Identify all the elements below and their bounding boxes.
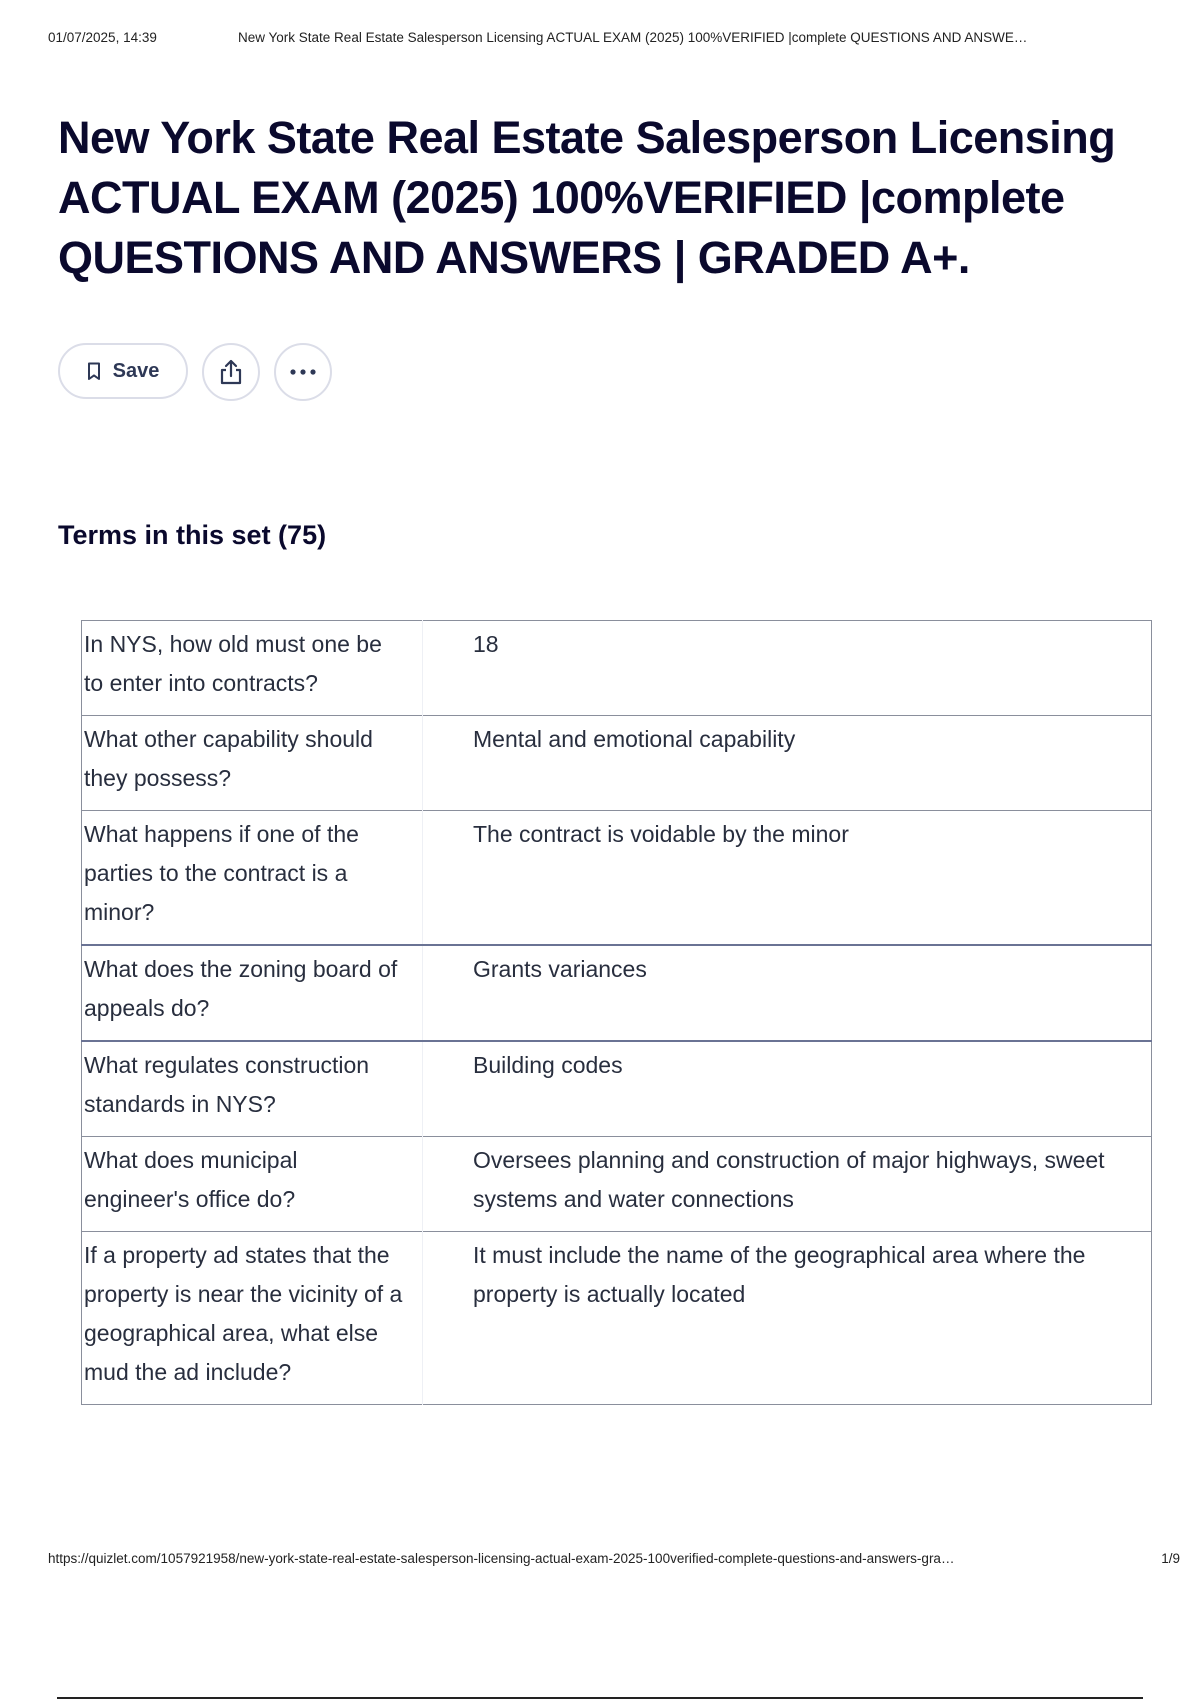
bookmark-icon xyxy=(87,362,101,381)
term-row xyxy=(82,811,1152,946)
more-options-button[interactable] xyxy=(274,343,332,401)
save-label: Save xyxy=(112,359,160,382)
action-bar xyxy=(58,343,332,401)
share-button[interactable] xyxy=(202,343,260,401)
term-question: What regulates construction standards in NYS? xyxy=(82,1041,423,1137)
term-question: What does the zoning board of appeals do? xyxy=(82,945,423,1041)
print-date: 01/07/2025, 14:39 xyxy=(48,30,157,45)
page-number: 1/9 xyxy=(1161,1551,1180,1566)
term-question: If a property ad states that the property is near the vicinity of a geographical area, what else mud the ad include? xyxy=(82,1232,423,1405)
print-url: https://quizlet.com/1057921958/new-york-state-real-estate-salesperson-licensing-actual-exam-2025-100verified-complete-questions-and-answers-gra… xyxy=(48,1551,955,1566)
term-answer: Oversees planning and construction of major highways, sweet systems and water connections xyxy=(423,1137,1152,1232)
term-question: What happens if one of the parties to the contract is a minor? xyxy=(82,811,423,946)
term-answer: Grants variances xyxy=(423,945,1152,1041)
term-answer: It must include the name of the geographical area where the property is actually located xyxy=(423,1232,1152,1405)
term-row xyxy=(82,1232,1152,1405)
more-icon xyxy=(289,368,317,376)
term-answer: The contract is voidable by the minor xyxy=(423,811,1152,946)
terms-table xyxy=(81,620,1152,1405)
term-question: In NYS, how old must one be to enter into contracts? xyxy=(82,621,423,716)
term-row xyxy=(82,716,1152,811)
term-question: What does municipal engineer's office do? xyxy=(82,1137,423,1232)
term-answer: 18 xyxy=(423,621,1152,716)
term-row xyxy=(82,621,1152,716)
term-row xyxy=(82,1137,1152,1232)
print-doc-title: New York State Real Estate Salesperson Licensing ACTUAL EXAM (2025) 100%VERIFIED |complete QUESTIONS AND ANSWE… xyxy=(238,30,1028,45)
page-title: New York State Real Estate Salesperson Licensing ACTUAL EXAM (2025) 100%VERIFIED |complete QUESTIONS AND ANSWERS | GRADED A+. xyxy=(58,112,1116,283)
term-answer: Building codes xyxy=(423,1041,1152,1137)
term-question: What other capability should they possess? xyxy=(82,716,423,811)
save-button[interactable] xyxy=(58,343,188,399)
term-answer: Mental and emotional capability xyxy=(423,716,1152,811)
term-row xyxy=(82,1041,1152,1137)
term-row xyxy=(82,945,1152,1041)
share-icon xyxy=(218,358,244,386)
page-divider xyxy=(57,1697,1143,1699)
terms-heading: Terms in this set (75) xyxy=(58,520,327,550)
